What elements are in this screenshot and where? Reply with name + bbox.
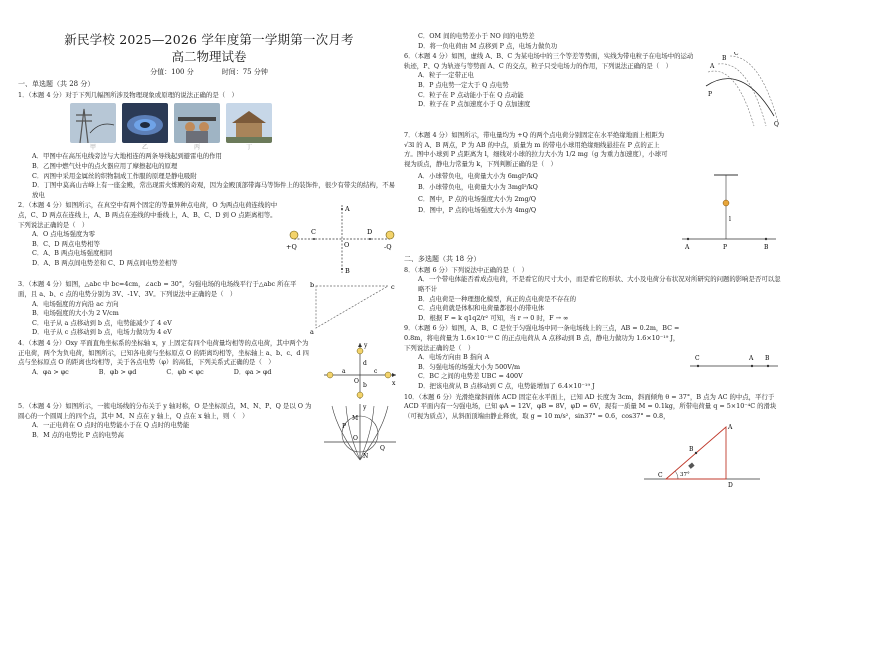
label-p: P — [342, 423, 347, 431]
label-p: P — [723, 244, 728, 252]
q4-axes-diagram — [320, 339, 400, 401]
photo-label-2: 乙 — [141, 144, 148, 152]
q5-option-a: A．一正电荷在 O 点时的电势能小于在 Q 点时的电势能 — [32, 421, 190, 430]
photo-label-4: 丁 — [245, 144, 252, 152]
q6-option-a: A．粒子一定带正电 — [418, 71, 474, 80]
q9-stem: 9．（本题 6 分）如图，A、B、C 是位于匀强电场中同一条电场线上的三点，AB = 0.2m，BC = 0.8m，将电荷量为 1.6×10⁻¹⁹ C 的正点电荷从 A 点移动到 B 点，静电力做功为 1.6×10⁻¹⁹ J，下列说法正确的是（ ） — [404, 324, 680, 352]
q4-figure — [320, 339, 400, 401]
label-a: A — [710, 63, 715, 71]
left-column — [18, 32, 400, 462]
q4-option-a: A．φa > φc — [32, 367, 69, 376]
question-4 — [18, 339, 400, 401]
q2-figure — [284, 201, 400, 279]
exam-title: 新民学校 2025—2026 学年度第一学期第一次月考 — [64, 32, 354, 47]
q1-option-a: A．甲图中在高压电线旁边与大地相连的两条导线起到避雷电的作用 — [32, 152, 222, 161]
q4-options — [18, 368, 314, 378]
q6-stem: 6．（本题 4 分）如图，虚线 A、B、C 为某电场中的三个等差等势面，实线为带电粒子在电场中的运动轨迹，P、Q 为轨迹与等势面 A、C 的交点，粒子只受电场力的作用，下列说法正确的是（ ） — [404, 52, 694, 70]
q9-option-a: A．电场方向由 B 指向 A — [418, 353, 490, 362]
label-a: A — [728, 424, 733, 432]
photo-golden-temple — [226, 103, 272, 143]
q1-option-c: C．丙图中采用金属丝的织物制成工作服的原理是静电吸附 — [32, 171, 197, 180]
label-y: y — [364, 342, 368, 350]
q1-photos — [70, 103, 400, 143]
q5-stem: 5．（本题 4 分）如图所示，一簇电场线的分布关于 y 轴对称，O 是坐标原点，M、N、P、Q 是以 O 为圆心的一个圆周上的四个点，其中 M、N 点在 y 轴上，Q 点在 x 轴上，则（ ） — [18, 402, 312, 420]
q4-option-d: D．φa > φd — [233, 367, 272, 376]
q7-figure — [676, 169, 782, 253]
label-b: b — [363, 382, 367, 390]
q2-option-d: D．A、B 两点间电势差和 C、D 两点间电势差相等 — [32, 259, 178, 268]
q9-line-diagram — [686, 348, 782, 378]
q4-option-c: C．φb < φc — [166, 367, 204, 376]
q7-option-a: A．小球带负电，电荷量大小为 6mgl²/kQ — [418, 171, 538, 180]
label-o: O — [354, 378, 359, 386]
q2-diagram — [284, 201, 400, 279]
q6-figure — [702, 52, 782, 130]
q8-option-b: B．点电荷是一种理想化模型，真正的点电荷是不存在的 — [418, 294, 577, 303]
exam-meta: 分值：100 分 时间：75 分钟 — [150, 67, 268, 76]
q7-option-d: D．图中，P 点的电场强度大小为 4mg/Q — [418, 206, 537, 215]
q1-photo-labels — [70, 143, 400, 152]
label-c: C — [695, 355, 700, 363]
label-a: a — [310, 328, 314, 337]
q8-stem: 8．（本题 6 分）下列说法中正确的是（ ） — [404, 265, 529, 274]
label-c: C — [734, 52, 739, 58]
q5-figure — [320, 402, 400, 462]
q8-option-c: C．点电荷就是体积和电荷量都很小的带电体 — [418, 304, 545, 313]
q3-option-d: D．电子从 c 点移动到 b 点，电场力做功为 4 eV — [32, 328, 172, 337]
ball-icon — [723, 200, 729, 206]
q9-option-c: C．BC 之间的电势差 UBC = 400V — [418, 372, 523, 381]
q1-stem: 1．（本题 4 分）对于下列几幅图所涉及物理现象或原理的说法正确的是（ ） — [18, 90, 238, 99]
q3-triangle-diagram — [308, 280, 400, 336]
q2-option-c: C．A、B 两点电场强度相同 — [32, 249, 113, 258]
label-p: P — [708, 91, 713, 99]
q3-stem: 3．（本题 4 分）如图，△abc 中 bc=4cm，∠acb = 30°，匀强电场的电场线平行于△abc 所在平面，且 a、b、c 点的电势分别为 3V、-1V、3V。下列说法中正确的是（ ） — [18, 280, 297, 299]
q9-option-b: B．匀强电场的场强大小为 500V/m — [418, 362, 521, 371]
q8-option-a: A．一个带电体能否看成点电荷，不是看它的尺寸大小，而是看它的形状、大小及电荷分布状况对所研究的问题的影响是否可以忽略不计 — [418, 275, 781, 293]
label-o: O — [344, 241, 350, 250]
label-n: N — [363, 453, 369, 461]
label-c: c — [374, 368, 378, 376]
label-b: B — [689, 446, 694, 454]
q9-option-d: D．把该电荷从 B 点移动到 C 点，电势能增加了 6.4×10⁻¹⁹ J — [418, 382, 595, 391]
label-c: C — [658, 472, 663, 480]
q7-option-b: B．小球带负电，电荷量大小为 3mgl²/kQ — [418, 183, 538, 192]
q5-field-diagram — [320, 402, 400, 462]
q1-option-b: B．乙图中燃气灶中的点火器应用了摩擦起电的原理 — [32, 161, 178, 170]
q1-option-d: D．丁图中莫高山古峰上有一座金殿，常出现雷火炼殿的奇观，因为金殿顶部带海马等饰件上的装饰件，很少有带尖的结构，不易放电 — [32, 181, 395, 199]
label-a: a — [342, 368, 346, 376]
q10-stem: 10．（本题 6 分）光滑绝缘斜面体 ACD 固定在水平面上，已知 AD 长度为 3cm，斜面倾角 θ = 37°，B 点为 AC 的中点，平行于 ACD 平面内有一匀强电场，已知 φA = 12V，φB = 8V，φD = 6V，现有一质量 M = 0.1kg，所带电荷量 q = 5×10⁻⁴C 的滑块（可视为质点），从斜面顶端由静止释放，取 g = 10 m/s²，sin37° = 0.6，cos37° = 0.8， — [404, 392, 777, 420]
q7-pendulum-diagram — [676, 169, 782, 253]
q7-stem: 7．（本题 4 分）如图所示，带电量均为 +Q 的两个点电荷分别固定在水平绝缘地面上相距为 √3l 的 A、B 两点，P 为 AB 的中点，质量为 m 的带电小球用绝缘细线悬挂在 P 点的正上方。图中小球到 P 点距离为 l，细线对小球的拉力大小为 1/2 mg（g 为重力加速度），小球可视为质点，静电力常量为 k，下列判断正确的是（ ） — [404, 131, 668, 169]
label-b: B — [765, 355, 770, 363]
right-column — [404, 32, 782, 489]
question-1 — [18, 91, 400, 201]
label-a: A — [345, 205, 350, 214]
positive-charge-icon — [290, 231, 298, 239]
photo-gas-stove — [122, 103, 168, 143]
q8-option-d: D．根据 F = k q1q2/r² 可知，当 r → 0 时，F → ∞ — [418, 313, 569, 322]
label-q: Q — [380, 445, 385, 453]
q3-option-a: A．电场强度的方向沿 ac 方向 — [32, 299, 119, 308]
q10-figure — [642, 421, 762, 489]
question-6 — [404, 52, 782, 130]
q4-option-b: B．φb > φd — [98, 367, 137, 376]
label-x: x — [392, 380, 396, 388]
label-q: Q — [774, 121, 779, 129]
exam-subtitle: 高二物理试卷 — [171, 48, 247, 64]
label-b: b — [310, 281, 315, 290]
question-5 — [18, 402, 400, 462]
question-8 — [404, 266, 782, 324]
label-d: D — [367, 228, 373, 237]
question-9 — [404, 324, 782, 391]
question-3 — [18, 280, 400, 338]
label-b: B — [764, 244, 769, 252]
photo-label-1: 甲 — [89, 144, 96, 152]
label-b: B — [722, 55, 727, 63]
q3-figure — [308, 280, 400, 336]
section-single-choice: 一、单选题（共 28 分） — [18, 80, 95, 89]
q10-incline-diagram — [642, 421, 762, 489]
label-b: B — [345, 267, 350, 276]
label-d: d — [363, 360, 367, 368]
label-c: C — [311, 228, 316, 237]
q4-stem: 4．（本题 4 分）Oxy 平面直角坐标系的坐标轴 x，y 上固定有四个电荷量均相等的点电荷，其中两个为正电荷，两个为负电荷，如图所示，已知各电荷与坐标原点 O 的距离均相等，坐标轴上 a、b、c、d 四点与坐标原点 O 的距离也均相等，关于各点电势（φ）的高低，下列关系式正确的是（ ） — [18, 339, 309, 367]
q9-figure — [686, 348, 782, 378]
photo-power-line — [70, 103, 116, 143]
label-plus-q: +Q — [286, 243, 297, 252]
q6-option-c: C．粒子在 P 点动能小于在 Q 点动能 — [418, 90, 524, 99]
negative-charge-icon — [386, 231, 394, 239]
label-y: y — [363, 404, 367, 412]
label-l: l — [729, 216, 731, 224]
q7-option-c: C．图中，P 点的电场强度大小为 2mg/Q — [418, 194, 536, 203]
label-c: c — [391, 283, 395, 292]
q6-option-d: D．粒子在 P 点加速度小于 Q 点加速度 — [418, 100, 531, 109]
q5-option-b: B．M 点的电势比 P 点的电势高 — [32, 430, 124, 439]
q6-option-b: B．P 点电势一定大于 Q 点电势 — [418, 81, 509, 90]
section-multiple-choice: 二、多选题（共 18 分） — [404, 255, 481, 264]
q2-option-b: B．C、D 两点电势相等 — [32, 239, 100, 248]
photo-label-3: 丙 — [193, 144, 200, 152]
q5-option-c: C．OM 间的电势差小于 NO 间的电势差 — [418, 32, 535, 40]
label-m: M — [352, 415, 359, 423]
label-angle: 37° — [680, 472, 690, 479]
question-7 — [404, 131, 782, 253]
label-d: D — [728, 482, 733, 490]
question-10 — [404, 393, 782, 490]
q6-equipotential-diagram — [702, 52, 782, 130]
question-2 — [18, 201, 400, 279]
q2-stem: 2．（本题 4 分）如图所示，在真空中有两个固定的等量异种点电荷，O 为两点电荷连线的中点，C、D 两点在连线上，A、B 两点在连线的中垂线上，A、B、C、D 到 O 点距离相等。下列说法正确的是（ ） — [18, 201, 278, 229]
photo-worker-suit — [174, 103, 220, 143]
label-a: A — [685, 244, 690, 252]
label-a: A — [749, 355, 754, 363]
q3-option-b: B．电场强度的大小为 2 V/cm — [32, 309, 119, 318]
label-o: O — [353, 435, 358, 443]
label-minus-q: -Q — [384, 243, 392, 252]
q3-option-c: C．电子从 a 点移动到 b 点，电势能减少了 4 eV — [32, 318, 172, 327]
q2-option-a: A．O 点电场强度为零 — [32, 230, 96, 239]
q5-option-d: D．将一负电荷由 M 点移到 P 点，电场力做负功 — [418, 41, 558, 50]
